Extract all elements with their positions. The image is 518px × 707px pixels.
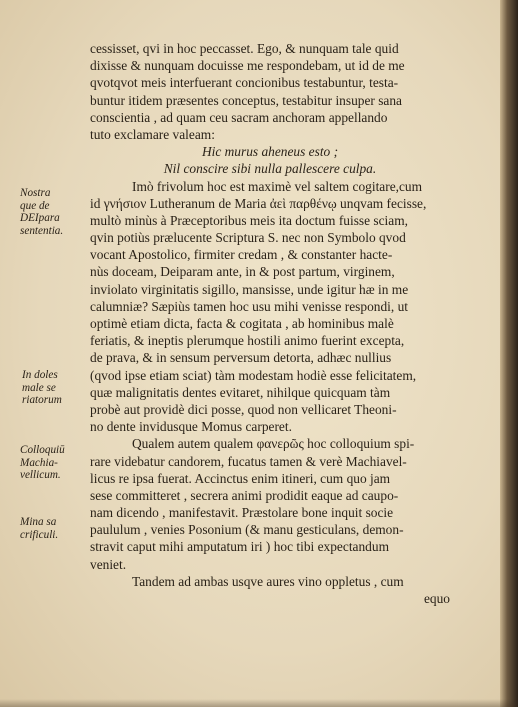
text-line: Tandem ad ambas usqve aures vino oppletus , cum <box>132 573 404 589</box>
text-line: nùs doceam, Deiparam ante, in & post partum, virginem, <box>90 264 395 280</box>
margin-note-mina <box>20 516 88 541</box>
margin-note-colloquium <box>20 444 88 482</box>
text-line: quæ malignitatis dentes evitaret, nihilque quicquam tàm <box>90 384 391 400</box>
text-line: (qvod ipse etiam sciat) tàm modestam hodiè esse felicitatem, <box>90 367 417 383</box>
text-line: id γνήσιον Lutheranum de Maria ἀεὶ παρθένῳ unqvam fecisse, <box>90 195 427 211</box>
text-line: dixisse & nunquam docuisse me respondebam, ut id de me <box>90 58 405 74</box>
text-line: feriatis, & ineptis plerumque hostili animo fuerint excepta, <box>90 333 405 349</box>
text-line: paululum , venies Posonium (& manu gesticulans, demon- <box>90 522 404 538</box>
book-spine-shadow <box>500 0 518 707</box>
margin-note-line: Colloquiū <box>20 444 65 456</box>
text-line: de prava, & in sensum perversum detorta, adhæc nullius <box>90 350 392 366</box>
text-line: rare videbatur candorem, fucatus tamen & verè Machiavel- <box>90 453 407 469</box>
text-line: licus re ipsa fuerat. Accinctus enim itineri, cum quo jam <box>90 470 391 486</box>
text-line: conscientia , ad quam ceu sacram anchoram appellando <box>90 109 388 125</box>
margin-note-line: Machia- <box>20 456 58 469</box>
text-line: Qualem autem qualem φανερῶς hoc colloquium spi- <box>132 436 415 452</box>
margin-note-line: Nostra <box>20 187 51 199</box>
text-line: sese committeret , secrera animi prodidit eaque ad caupo- <box>90 487 399 503</box>
page-bottom-edge <box>0 699 518 707</box>
margin-note-line: male se <box>22 381 56 394</box>
margin-note-indoles <box>22 369 90 407</box>
text-line: calumniæ? Sæpiùs tamen hoc usu mihi venisse respondi, ut <box>90 298 408 314</box>
margin-note-line: In doles <box>22 369 58 381</box>
text-line: tuto exclamare valeam: <box>90 126 215 142</box>
text-line: buntur itidem præsentes conceptus, testabitur insuper sana <box>90 92 403 108</box>
margin-note-line: riatorum <box>22 394 62 407</box>
text-line: qvin potiùs prælucente Scriptura S. nec non Symbolo qvod <box>90 230 406 246</box>
verse-line: Nil conscire sibi nulla pallescere culpa. <box>163 161 377 177</box>
margin-note-line: crificuli. <box>20 528 59 541</box>
verse-line: Hic murus aheneus esto ; <box>201 144 339 160</box>
text-line: multò minùs à Præceptoribus meis ita doctum fuisse sciam, <box>90 212 408 228</box>
margin-note-line: vellicum. <box>20 469 61 482</box>
catchword: equo <box>423 591 450 606</box>
text-line: qvotqvot meis interfuerant concionibus testabuntur, testa- <box>90 75 399 91</box>
margin-note-line: DEIpara <box>20 212 60 225</box>
text-line: cessisset, qvi in hoc peccasset. Ego, & nunquam tale quid <box>90 41 399 56</box>
text-line: vocant Apostolico, firmiter credam , & constanter hacte- <box>90 247 393 263</box>
text-line: Imò frivolum hoc est maximè vel saltem cogitare,cum <box>132 178 423 194</box>
text-line: nam dicendo , manifestavit. Præstolare bone inquit socie <box>90 505 394 521</box>
text-line: veniet. <box>90 556 127 572</box>
text-line: stravit caput mihi amputatum iri ) hoc tibi expectandum <box>90 539 389 555</box>
text-line: inviolato virginitatis sigillo, mansisse, unde igitur hæ in me <box>90 281 409 297</box>
main-text-block <box>90 40 450 607</box>
text-line: no dente invidusque Momus carperet. <box>90 419 292 435</box>
margin-note-line: Mina sa <box>20 516 57 528</box>
margin-note-deipara <box>20 187 88 237</box>
text-line: probè aut providè dici posse, quod non vellicaret Theoni- <box>90 401 397 417</box>
margin-note-line: que de <box>20 199 50 212</box>
margin-note-line: sententia. <box>20 224 64 237</box>
text-line: optimè etiam dicta, facta & cogitata , ab hominibus malè <box>90 316 394 331</box>
